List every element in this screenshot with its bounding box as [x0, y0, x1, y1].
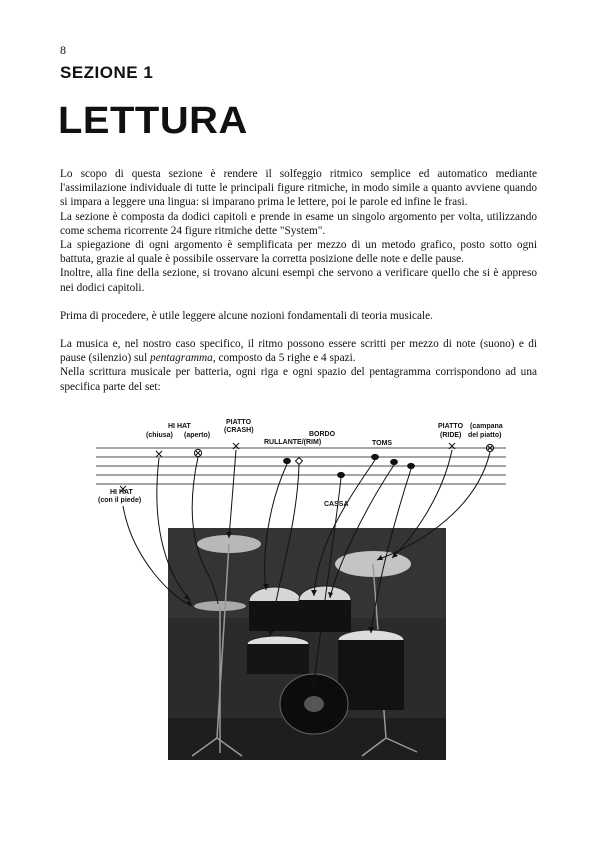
paragraph-drum-notation: Nella scrittura musicale per batteria, ogni riga e ogni spazio del pentagramma corrispondono ad una specifica parte del set:: [60, 366, 537, 393]
tom-note-3: [408, 463, 415, 468]
label-piatto-ride: PIATTO: [438, 423, 464, 430]
page-title: LETTURA: [58, 100, 248, 142]
label-con-piede: (con il piede): [98, 497, 142, 504]
paragraph-intro: Lo scopo di questa sezione è rendere il solfeggio ritmico semplice ed automatico mediante l'assimilazione individuale di tutte le principali figure ritmiche, in modo simile a quanto avviene quando si impara a leggere una lingua: si imparano prima le lettere, poi le parole ed infine le frasi.: [60, 168, 537, 209]
paragraph-structure: La sezione è composta da dodici capitoli e prende in esame un singolo argomento per volta, utilizzando come schema ricorrente 24 figure ritmiche dette "System".: [60, 210, 537, 237]
label-piatto-crash: PIATTO: [226, 419, 252, 426]
label-toms: TOMS: [372, 440, 393, 447]
label-del-piatto: del piatto): [468, 432, 502, 439]
label-hihat: HI HAT: [168, 423, 191, 430]
hihat-closed-note: [156, 451, 162, 457]
page-number: 8: [60, 43, 66, 57]
paragraph-method: La spiegazione di ogni argomento è semplificata per mezzo di un metodo grafico, posto sotto ogni battuta, grazie al quale è possibile osservare la corretta posizione delle note e delle pause.: [60, 239, 537, 266]
label-rullante-rim: RULLANTE/(RIM): [264, 439, 322, 446]
tom-note-2: [391, 459, 398, 464]
label-campana: (campana: [470, 423, 503, 430]
drum-kit-photo: [168, 528, 446, 760]
label-chiusa: (chiusa): [146, 432, 173, 439]
label-hihat-piede: HI HAT: [110, 489, 133, 496]
label-ride: (RIDE): [440, 432, 462, 439]
paragraph-staff: La musica e, nel nostro caso specifico, il ritmo possono essere scritti per mezzo di note (suono) e di pause (silenzio) sul pentagramma, composto da 5 righe e 4 spazi.: [60, 338, 537, 365]
label-crash: (CRASH): [224, 427, 254, 434]
label-bordo: BORDO: [309, 431, 336, 438]
paragraph-theory: Prima di procedere, è utile leggere alcune nozioni fondamentali di teoria musicale.: [60, 309, 433, 322]
label-cassa: CASSA: [324, 501, 349, 508]
tom-note-1: [372, 454, 379, 459]
snare-note: [284, 458, 291, 463]
section-heading: SEZIONE 1: [60, 63, 154, 82]
drum-notation-figure: [92, 418, 512, 763]
paragraph-examples: Inoltre, alla fine della sezione, si trovano alcuni esempi che servono a verificare quello che si è appreso nei dodici capitoli.: [60, 267, 537, 294]
noteheads: [120, 443, 494, 492]
rim-note: [296, 458, 303, 465]
body-text: [60, 167, 537, 394]
kick-note: [338, 472, 345, 477]
label-aperto: (aperto): [184, 432, 211, 439]
